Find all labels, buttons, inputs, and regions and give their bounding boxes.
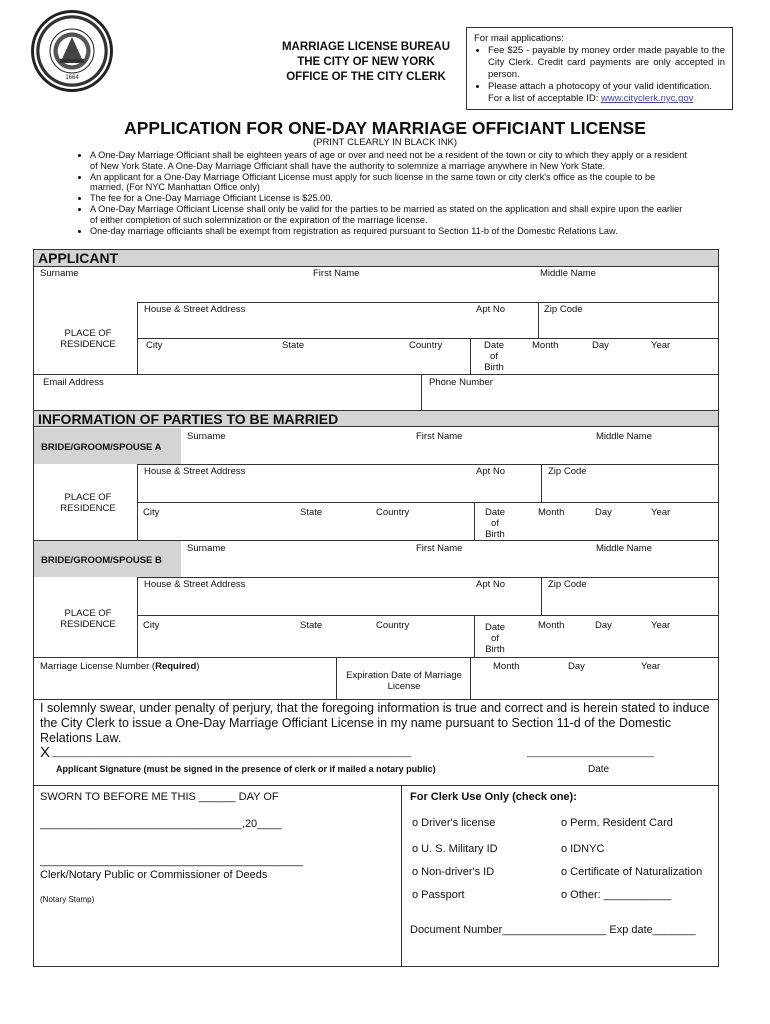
instruction-item: • A One-Day Marriage Officiant shall be eighteen years of age or over and need not be a resident of the town or city to which they apply or a resident of New York State. A One-Day Marriage Officiant shall have the authority to solemnize a marriage anywhere in New York State. <box>90 150 690 172</box>
divider <box>137 302 718 303</box>
mail-item: • Fee $25 - payable by money order made payable to the City Clerk. Credit card payments are only accepted in person. <box>488 45 725 81</box>
signature-line[interactable]: ________________________________________________________________________ <box>52 747 411 758</box>
id-option-non-drivers-id[interactable]: o Non-driver's ID <box>412 866 495 878</box>
mail-id-line <box>488 93 725 105</box>
expiration-day-field[interactable]: Day <box>568 661 585 672</box>
cityclerk-link[interactable]: www.cityclerk.nyc.gov <box>601 93 694 104</box>
clerk-use-heading: For Clerk Use Only (check one): <box>410 791 577 803</box>
bureau-heading <box>268 40 464 85</box>
divider <box>137 464 718 465</box>
spouse-a-state-field[interactable]: State <box>300 507 323 518</box>
spouse-a-residence-label <box>48 492 128 514</box>
id-option-drivers-license[interactable]: o Driver's license <box>412 817 496 829</box>
spouse-b-city-field[interactable]: City <box>143 620 160 631</box>
mail-title: For mail applications: <box>474 33 564 44</box>
id-option-perm-resident-card[interactable]: o Perm. Resident Card <box>561 817 673 829</box>
exp-line: Expiration Date of Marriage <box>346 670 462 681</box>
required-label: Required <box>155 661 197 672</box>
spouse-a-dob-label <box>475 507 515 540</box>
bureau-line: MARRIAGE LICENSE BUREAU <box>281 41 451 53</box>
spouse-b-dob-label <box>475 622 515 655</box>
spouse-b-zip-field[interactable]: Zip Code <box>548 579 587 590</box>
expiration-year-field[interactable]: Year <box>641 661 661 672</box>
notary-year-line[interactable]: _________________________________,20____ <box>40 818 282 830</box>
spouse-a-dob-year-field[interactable]: Year <box>651 507 671 518</box>
document-number-line[interactable]: Document Number_________________ Exp date_______ <box>410 924 696 936</box>
marriage-license-number-field[interactable] <box>40 661 199 672</box>
place-of-residence-label <box>48 328 128 350</box>
divider <box>538 302 539 338</box>
dob-word: Date <box>483 340 505 351</box>
applicant-dob-day-field[interactable]: Day <box>592 340 609 351</box>
signature-x: X <box>40 744 51 761</box>
divider <box>34 785 718 786</box>
spouse-a-apt-field[interactable]: Apt No <box>476 466 506 477</box>
license-number-label: Marriage License Number ( <box>40 661 156 672</box>
spouse-a-middle-name-field[interactable]: Middle Name <box>596 431 652 442</box>
spouse-b-surname-field[interactable]: Surname <box>187 543 226 554</box>
divider <box>137 577 138 657</box>
dob-word: of <box>491 633 499 644</box>
spouse-a-country-field[interactable]: Country <box>376 507 410 518</box>
spouse-b-residence-label <box>48 608 128 630</box>
divider <box>137 577 718 578</box>
sworn-before-me[interactable]: SWORN TO BEFORE ME THIS ______ DAY OF <box>40 791 279 803</box>
divider <box>470 338 471 374</box>
mail-applications-box <box>466 27 733 110</box>
oath-statement: I solemnly swear, under penalty of perjury, that the foregoing information is true and correct and is herein stated to induce the City Clerk to issue a One-Day Marriage Officiant License in my name pursuant to Section 11-d of the Domestic Relations Law. <box>40 701 710 745</box>
spouse-a-label: BRIDE/GROOM/SPOUSE A <box>41 442 162 453</box>
place-label: PLACE OF <box>64 328 112 339</box>
spouse-b-middle-name-field[interactable]: Middle Name <box>596 543 652 554</box>
parties-heading: INFORMATION OF PARTIES TO BE MARRIED <box>34 410 718 427</box>
applicant-surname-field[interactable]: Surname <box>40 268 79 279</box>
applicant-country-field[interactable]: Country <box>409 340 443 351</box>
id-option-naturalization-cert[interactable]: o Certificate of Naturalization <box>561 866 703 878</box>
divider <box>421 374 422 410</box>
place-label: PLACE OF <box>64 492 112 503</box>
applicant-dob-year-field[interactable]: Year <box>651 340 671 351</box>
spouse-a-city-field[interactable]: City <box>143 507 160 518</box>
dob-word: Birth <box>485 644 505 655</box>
clerk-signature-line[interactable]: ___________________________________________ <box>40 855 304 867</box>
dob-word: Date <box>484 507 506 518</box>
divider <box>34 699 718 700</box>
notary-stamp-label: (Notary Stamp) <box>40 895 95 904</box>
divider <box>401 785 402 967</box>
applicant-phone-field[interactable]: Phone Number <box>429 377 493 388</box>
applicant-zip-field[interactable]: Zip Code <box>544 304 583 315</box>
applicant-state-field[interactable]: State <box>282 340 305 351</box>
applicant-city-field[interactable]: City <box>146 340 163 351</box>
applicant-house-field[interactable]: House & Street Address <box>144 304 246 315</box>
residence-label: RESIDENCE <box>60 503 116 514</box>
id-option-military-id[interactable]: o U. S. Military ID <box>412 843 498 855</box>
signature-label: Applicant Signature (must be signed in the presence of clerk or if mailed a notary public) <box>56 764 436 774</box>
spouse-b-dob-year-field[interactable]: Year <box>651 620 671 631</box>
dob-word: of <box>491 518 499 529</box>
expiration-date-label <box>340 670 468 692</box>
dob-word: Birth <box>485 529 505 540</box>
spouse-b-dob-day-field[interactable]: Day <box>595 620 612 631</box>
expiration-month-field[interactable]: Month <box>493 661 520 672</box>
divider <box>541 464 542 502</box>
exp-line: License <box>387 681 421 692</box>
spouse-a-zip-field[interactable]: Zip Code <box>548 466 587 477</box>
applicant-email-field[interactable]: Email Address <box>43 377 104 388</box>
clerk-notary-label: Clerk/Notary Public or Commissioner of Deeds <box>40 869 268 881</box>
divider <box>470 657 471 699</box>
license-number-paren: ) <box>196 661 200 672</box>
spouse-b-apt-field[interactable]: Apt No <box>476 579 506 590</box>
mail-id-text: For a list of acceptable ID: <box>488 93 601 104</box>
dob-word: Date <box>484 622 506 633</box>
date-label: Date <box>588 764 610 775</box>
id-option-other[interactable]: o Other: ___________ <box>561 889 672 901</box>
place-label: PLACE OF <box>64 608 112 619</box>
dob-word: Birth <box>484 362 504 373</box>
spouse-b-dob-month-field[interactable]: Month <box>538 620 565 631</box>
applicant-apt-field[interactable]: Apt No <box>476 304 506 315</box>
divider <box>137 502 718 503</box>
applicant-dob-month-field[interactable]: Month <box>532 340 559 351</box>
page-title: APPLICATION FOR ONE-DAY MARRIAGE OFFICIANT LICENSE <box>124 118 646 138</box>
divider <box>34 657 718 658</box>
city-seal-logo <box>31 10 113 92</box>
applicant-middle-name-field[interactable]: Middle Name <box>540 268 596 279</box>
instruction-item: • A One-Day Marriage Officiant License shall only be valid for the parties to be married as stated on the application and shall expire upon the earlier of either completion of such solemnization or the expiration of the marriage license. <box>90 204 690 226</box>
residence-label: RESIDENCE <box>60 339 116 350</box>
instructions-list <box>60 150 690 236</box>
divider <box>34 374 718 375</box>
divider <box>336 657 337 699</box>
spouse-b-house-field[interactable]: House & Street Address <box>144 579 246 590</box>
spouse-b-first-name-field[interactable]: First Name <box>416 543 463 554</box>
spouse-a-surname-field[interactable]: Surname <box>187 431 226 442</box>
instruction-item: • An applicant for a One-Day Marriage Officiant License must apply for such license in the same town or city clerk's office as the couple to be married. (For NYC Manhattan Office only) <box>90 172 690 194</box>
bureau-line: OFFICE OF THE CITY CLERK <box>286 71 446 83</box>
bureau-line: THE CITY OF NEW YORK <box>297 56 435 68</box>
date-line[interactable]: ________________________ <box>527 747 654 758</box>
spouse-a-dob-day-field[interactable]: Day <box>595 507 612 518</box>
spouse-b-label: BRIDE/GROOM/SPOUSE B <box>41 555 162 566</box>
svg-text:1664: 1664 <box>65 75 79 81</box>
mail-item: • Please attach a photocopy of your valid identification. <box>488 81 725 93</box>
spouse-a-first-name-field[interactable]: First Name <box>416 431 463 442</box>
id-option-idnyc[interactable]: o IDNYC <box>561 843 605 855</box>
divider <box>137 338 718 339</box>
instruction-item: • The fee for a One-Day Marriage Officiant License is $25.00. <box>90 193 690 204</box>
spouse-b-country-field[interactable]: Country <box>376 620 410 631</box>
print-instruction: (PRINT CLEARLY IN BLACK INK) <box>312 137 458 148</box>
divider <box>541 577 542 615</box>
divider <box>137 615 718 616</box>
applicant-heading: APPLICANT <box>34 250 718 267</box>
dob-word: of <box>490 351 498 362</box>
instruction-item: • One-day marriage officiants shall be exempt from registration as required pursuant to Section 11-b of the Domestic Relations Law. <box>90 226 690 237</box>
spouse-a-dob-month-field[interactable]: Month <box>538 507 565 518</box>
id-option-passport[interactable]: o Passport <box>412 889 465 901</box>
residence-label: RESIDENCE <box>60 619 116 630</box>
applicant-first-name-field[interactable]: First Name <box>313 268 360 279</box>
spouse-b-state-field[interactable]: State <box>300 620 323 631</box>
spouse-a-house-field[interactable]: House & Street Address <box>144 466 246 477</box>
applicant-dob-label <box>474 340 514 373</box>
